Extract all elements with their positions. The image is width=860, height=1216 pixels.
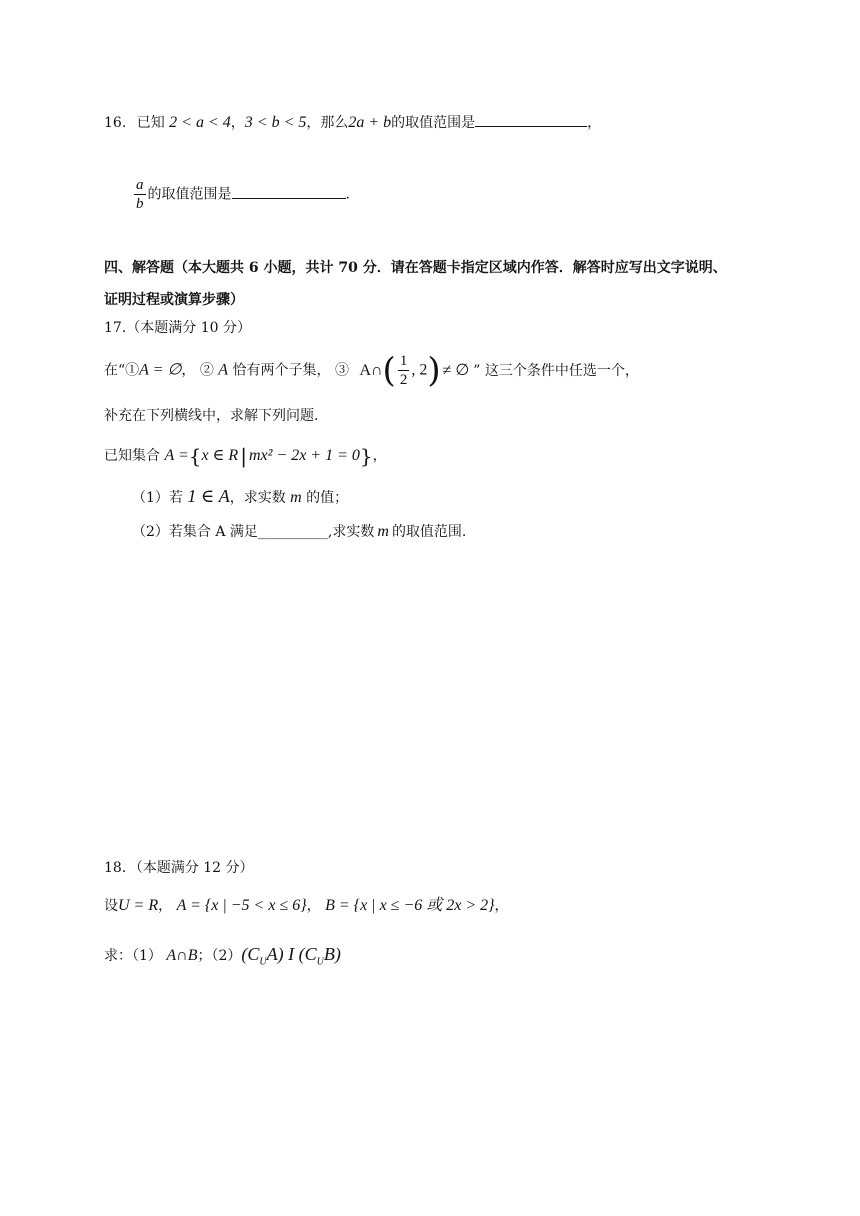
- q17-cond3-frac-den: 2: [399, 372, 408, 388]
- q17-part2-prefix: （2）若集合 A 满足: [132, 524, 258, 540]
- right-brace: }: [359, 444, 373, 468]
- q18-sep2: ，: [306, 898, 321, 914]
- q18-ask2: [241, 944, 341, 968]
- q18-A-def: A = {x | −5 < x ≤ 6}: [176, 897, 307, 914]
- q17-cond3-A: A∩: [359, 361, 383, 379]
- q17-part1-suffix-a: ，求实数: [229, 490, 286, 506]
- q17-part2-m: m: [377, 523, 389, 540]
- q16-number: 16.: [104, 115, 127, 131]
- q16-end-period: .: [345, 186, 350, 203]
- q17-part2-blank[interactable]: __________: [257, 524, 328, 540]
- q16-line2: [132, 176, 350, 213]
- q17-part1-expr: 1 ∈ A: [187, 486, 230, 506]
- q17-part2: [132, 522, 466, 542]
- q18-ask-line: [104, 944, 341, 973]
- left-brace: {: [188, 444, 202, 468]
- q17-choose-line: [104, 352, 639, 389]
- q16-fraction: [134, 176, 146, 213]
- q16-expr: 2a + b: [348, 114, 392, 131]
- q17-set-x: x ∈ R: [201, 447, 239, 464]
- q17-choose-suffix: ” 这三个条件中任选一个，: [473, 362, 639, 379]
- q16-range-text: 的取值范围是: [391, 115, 476, 131]
- q17-cond3-ne: ≠ ∅: [442, 361, 470, 379]
- q18-ask2-sub2: U: [316, 956, 324, 968]
- q17-set-prefix: 已知集合: [104, 448, 160, 464]
- q17-part1-m: m: [290, 489, 302, 506]
- right-paren: ): [427, 350, 441, 391]
- q16-range-text-2: 的取值范围是: [147, 186, 232, 203]
- q18-ask-sep: ；（2）: [197, 948, 242, 964]
- q18-ask2-mid: A) I (C: [266, 944, 317, 964]
- q16-answer-blank-1[interactable]: [475, 112, 587, 127]
- q17-part2-suffix-b: 的取值范围.: [391, 524, 467, 540]
- q16-cond-b: 3 < b < 5: [244, 114, 307, 131]
- q17-cond2-var: A: [218, 361, 229, 379]
- section4-title-line2: 证明过程或演算步骤）: [104, 292, 244, 308]
- q16-answer-blank-2[interactable]: [232, 184, 346, 199]
- q17-set-suffix: ，: [372, 448, 387, 464]
- q16-sep: ，: [230, 115, 245, 131]
- q17-cond3-tail: , 2: [411, 361, 428, 379]
- q17-line2: 补充在下列横线中，求解下列问题.: [104, 408, 319, 424]
- q17-set-cond: mx² − 2x + 1 = 0: [248, 447, 360, 464]
- q16-prefix: 已知: [136, 115, 165, 131]
- q17-part2-suffix-a: ,求实数: [327, 524, 375, 540]
- left-paren: (: [382, 350, 396, 391]
- q18-sep3: ，: [494, 898, 509, 914]
- q18-sep1: ，: [158, 898, 173, 914]
- q17-part1-suffix-b: 的值；: [306, 490, 349, 506]
- q18-ask2-end: B): [323, 944, 341, 964]
- q17-set-line: [104, 446, 387, 466]
- q18-B-def: B = {x | x ≤ −6 或 2x > 2}: [325, 897, 495, 914]
- q16-cond-a: 2 < a < 4: [169, 114, 231, 131]
- q18-ask2-sub: U: [259, 956, 267, 968]
- q17-cond3-fraction: [398, 352, 410, 389]
- divider-bar: |: [240, 444, 247, 468]
- q18-ask2-a: (C: [241, 944, 260, 964]
- q18-U-def: U = R: [118, 897, 159, 914]
- q18-header: 18．（本题满分 12 分）: [104, 860, 254, 876]
- q16-mid: ，那么: [306, 115, 349, 131]
- q18-set-prefix: 设: [104, 898, 118, 914]
- q17-part1-prefix: （1）若: [132, 490, 183, 506]
- q17-header: 17.（本题满分 10 分）: [104, 320, 251, 336]
- section4-title-line1: 四、解答题（本大题共 6 小题，共计 70 分．请在答题卡指定区域内作答．解答时应写出文字说明、: [104, 260, 727, 276]
- q18-ask1: A∩B: [166, 947, 198, 964]
- q17-sep1: ， ②: [181, 362, 214, 379]
- q17-cond1: A = ∅: [139, 361, 182, 379]
- q17-cond3-frac-num: 1: [399, 353, 408, 369]
- q18-ask-prefix: 求：（1）: [104, 948, 162, 964]
- q17-cond2-text: 恰有两个子集， ③: [232, 362, 349, 379]
- q16-frac-num: a: [136, 177, 144, 193]
- q17-set-left: A =: [164, 447, 189, 464]
- q16-line1: [104, 112, 601, 133]
- q18-set-line: [104, 896, 509, 916]
- q17-choose-prefix: 在“①: [104, 362, 140, 379]
- q16-frac-den: b: [136, 196, 144, 212]
- q16-end-comma: ，: [587, 115, 602, 131]
- q17-part1: [132, 486, 348, 508]
